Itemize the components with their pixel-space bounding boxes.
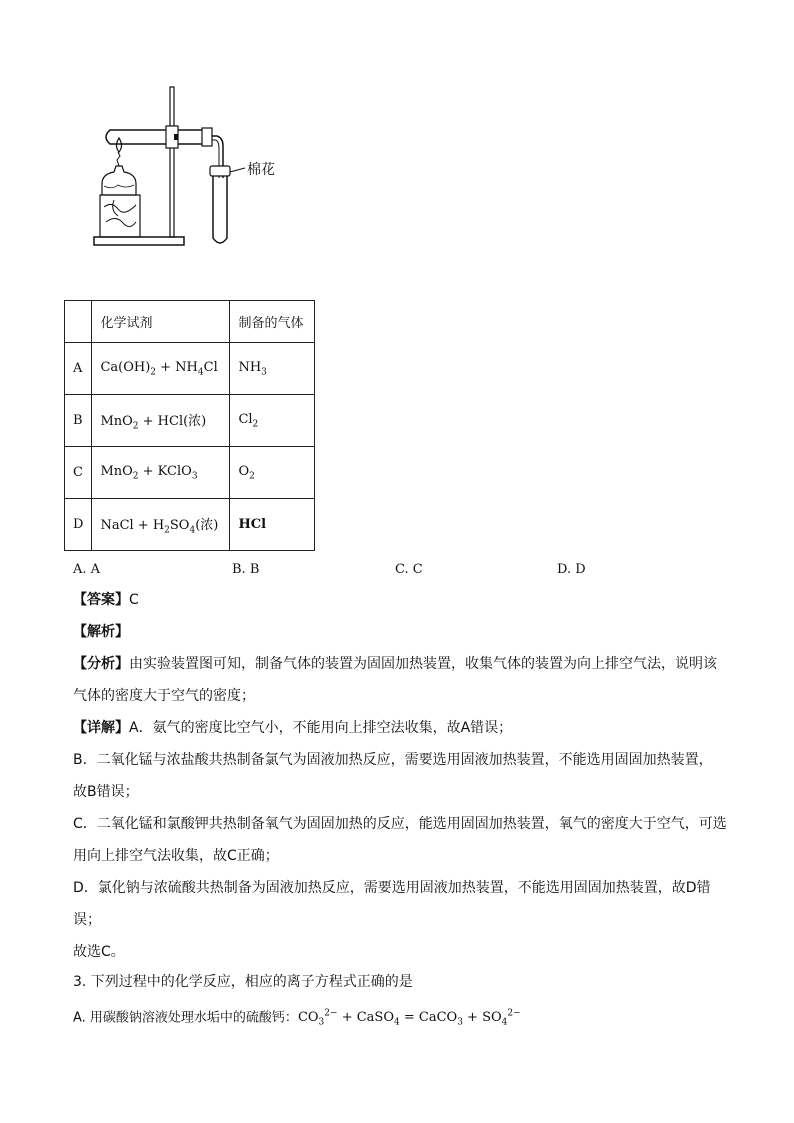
detail-line-c1: C．二氧化锰和氯酸钾共热制备氧气为固固加热的反应，能选用固固加热装置，氧气的密度大于空气，可选 bbox=[73, 816, 727, 832]
question-3-stem: 3. 下列过程中的化学反应，相应的离子方程式正确的是 bbox=[73, 974, 413, 990]
apparatus-diagram bbox=[90, 82, 320, 252]
collecting-tube bbox=[213, 170, 227, 243]
analysis-line-1 bbox=[73, 654, 717, 674]
header-cell-reagent: 化学试剂 bbox=[92, 301, 230, 343]
answer-tag: 【答案】 bbox=[73, 592, 129, 608]
detail-line-c2: 用向上排空气法收集，故C正确； bbox=[73, 848, 279, 864]
conclusion-line: 故选C。 bbox=[73, 944, 125, 960]
analysis-line-2: 气体的密度大于空气的密度； bbox=[73, 688, 255, 704]
option-c: C. C bbox=[395, 562, 423, 577]
analysis-sub-tag: 【分析】 bbox=[73, 656, 129, 672]
table-row bbox=[65, 395, 315, 447]
flame bbox=[117, 138, 122, 152]
row-key: B bbox=[65, 395, 92, 447]
analysis-text-1: 由实验装置图可知，制备气体的装置为固固加热装置，收集气体的装置为向上排空气法，说明该 bbox=[129, 656, 717, 672]
question-3-option-a bbox=[73, 1004, 521, 1033]
reagent-table bbox=[64, 300, 315, 551]
stand-base bbox=[94, 237, 184, 245]
detail-line-b1: B．二氧化锰与浓盐酸共热制备氯气为固液加热反应，需要选用固液加热装置，不能选用固固加热装置， bbox=[73, 752, 713, 768]
alcohol-lamp bbox=[102, 166, 136, 195]
question-3-option-a-text: A. 用碳酸钠溶液处理水垢中的硫酸钙： bbox=[73, 1010, 298, 1026]
reagent-cell: MnO$_2$ + KClO$_3$ bbox=[92, 447, 230, 499]
cotton-label: 棉花 bbox=[247, 162, 275, 178]
option-d: D. D bbox=[557, 562, 586, 577]
option-a: A. A bbox=[73, 562, 101, 577]
answer-value: C bbox=[129, 592, 139, 608]
row-key: C bbox=[65, 447, 92, 499]
stand-rod bbox=[170, 87, 174, 237]
detail-tag: 【详解】 bbox=[73, 720, 129, 736]
stopper bbox=[202, 128, 212, 146]
table-row bbox=[65, 343, 315, 395]
ionic-equation: $CO_3^{2-}$ + CaSO$_4$ = CaCO$_3$ + $SO_4^{2-}$ bbox=[297, 1009, 521, 1028]
table-row bbox=[65, 499, 315, 551]
option-b: B. B bbox=[232, 562, 260, 577]
cotton bbox=[210, 166, 230, 176]
analysis-tag: 【解析】 bbox=[73, 624, 129, 640]
row-key: A bbox=[65, 343, 92, 395]
table-row bbox=[65, 447, 315, 499]
detail-line-d2: 误； bbox=[73, 912, 101, 928]
reagent-cell: NaCl + $H_2SO_4$(浓) bbox=[92, 499, 230, 551]
detail-line-b2: 故B错误； bbox=[73, 784, 139, 800]
gas-cell: $NH_3$ bbox=[230, 343, 315, 395]
wood-block bbox=[100, 195, 140, 237]
reagent-cell: $Ca(OH)_2 + NH_4Cl$ bbox=[92, 343, 230, 395]
detail-line-a bbox=[73, 718, 512, 738]
table-header-row bbox=[65, 301, 315, 343]
gas-cell: $O_2$ bbox=[230, 447, 315, 499]
header-cell-gas: 制备的气体 bbox=[230, 301, 315, 343]
detail-a: A．氨气的密度比空气小，不能用向上排空法收集，故A错误； bbox=[129, 720, 513, 736]
row-key: D bbox=[65, 499, 92, 551]
answer-line bbox=[73, 590, 139, 610]
gas-cell: $Cl_2$ bbox=[230, 395, 315, 447]
detail-line-d1: D．氯化钠与浓硫酸共热制备为固液加热反应，需要选用固液加热装置，不能选用固固加热装置，故D错 bbox=[73, 880, 711, 896]
header-cell-blank bbox=[65, 301, 92, 343]
reagent-cell: MnO$_2$ + HCl(浓) bbox=[92, 395, 230, 447]
analysis-heading bbox=[73, 622, 129, 642]
gas-cell: HCl bbox=[230, 499, 315, 551]
